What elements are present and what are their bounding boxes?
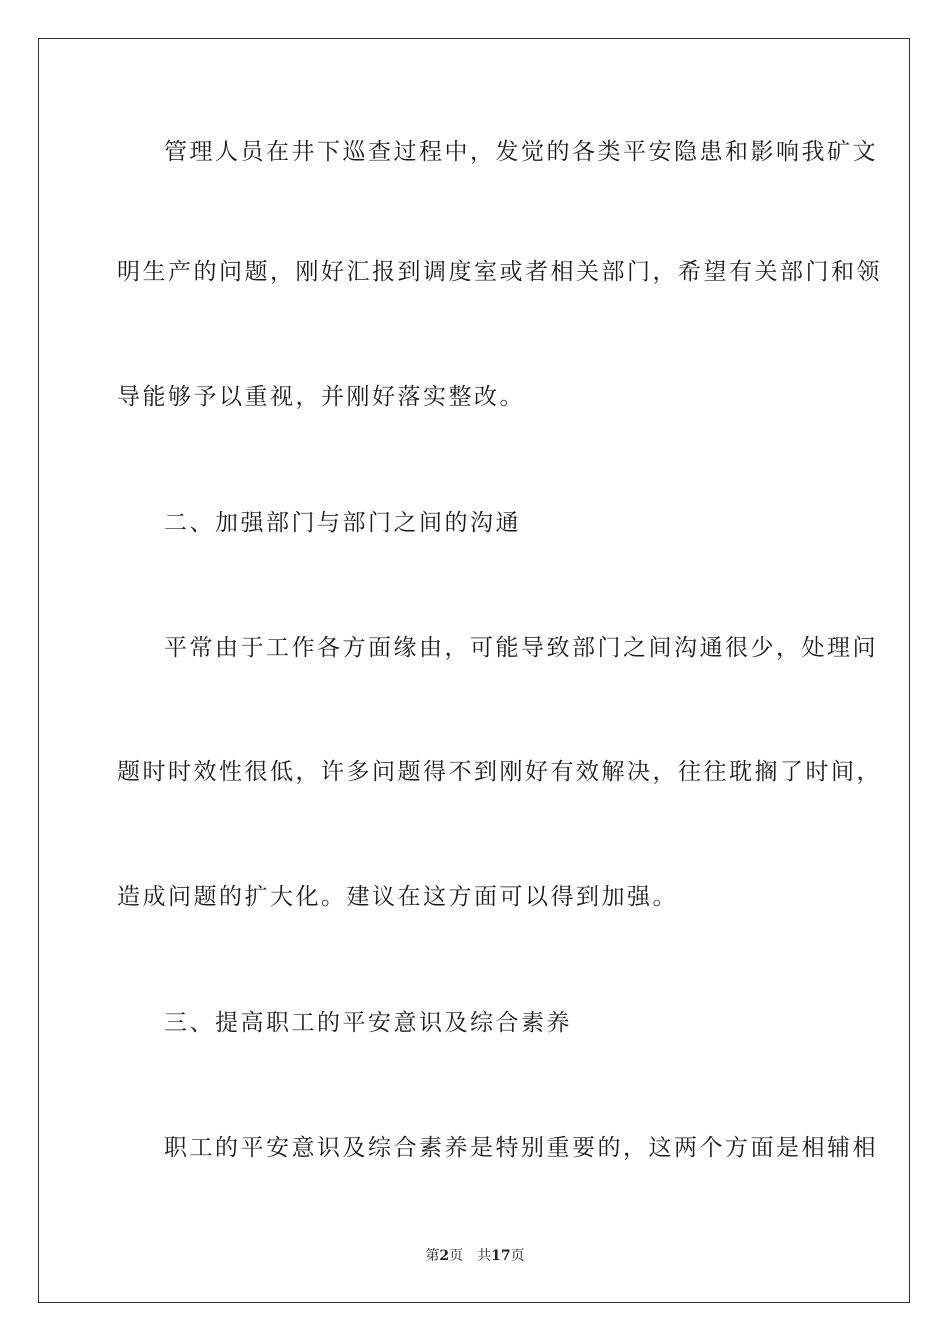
paragraph-line: 平常由于工作各方面缘由，可能导致部门之间沟通很少，处理问 <box>164 635 878 661</box>
paragraph-line: 题时时效性很低，许多问题得不到刚好有效解决，往往耽搁了时间， <box>117 759 882 785</box>
paragraph-line: 造成问题的扩大化。建议在这方面可以得到加强。 <box>117 884 678 910</box>
page-border <box>38 38 910 1303</box>
paragraph-line: 职工的平安意识及综合素养是特别重要的，这两个方面是相辅相 <box>164 1135 878 1161</box>
total-prefix: 共 <box>477 1248 492 1264</box>
paragraph-line: 导能够予以重视，并刚好落实整改。 <box>117 384 525 410</box>
page-number: 2 <box>439 1248 450 1264</box>
page-suffix: 页 <box>449 1248 464 1264</box>
page-prefix: 第 <box>425 1248 440 1264</box>
page-footer <box>0 1246 950 1266</box>
section-heading: 二、加强部门与部门之间的沟通 <box>164 510 521 536</box>
total-pages: 17 <box>491 1248 511 1264</box>
paragraph-line: 管理人员在井下巡查过程中，发觉的各类平安隐患和影响我矿文 <box>164 139 878 165</box>
total-suffix: 页 <box>510 1248 525 1264</box>
section-heading: 三、提高职工的平安意识及综合素养 <box>164 1010 572 1036</box>
paragraph-line: 明生产的问题，刚好汇报到调度室或者相关部门，希望有关部门和领 <box>117 259 882 285</box>
